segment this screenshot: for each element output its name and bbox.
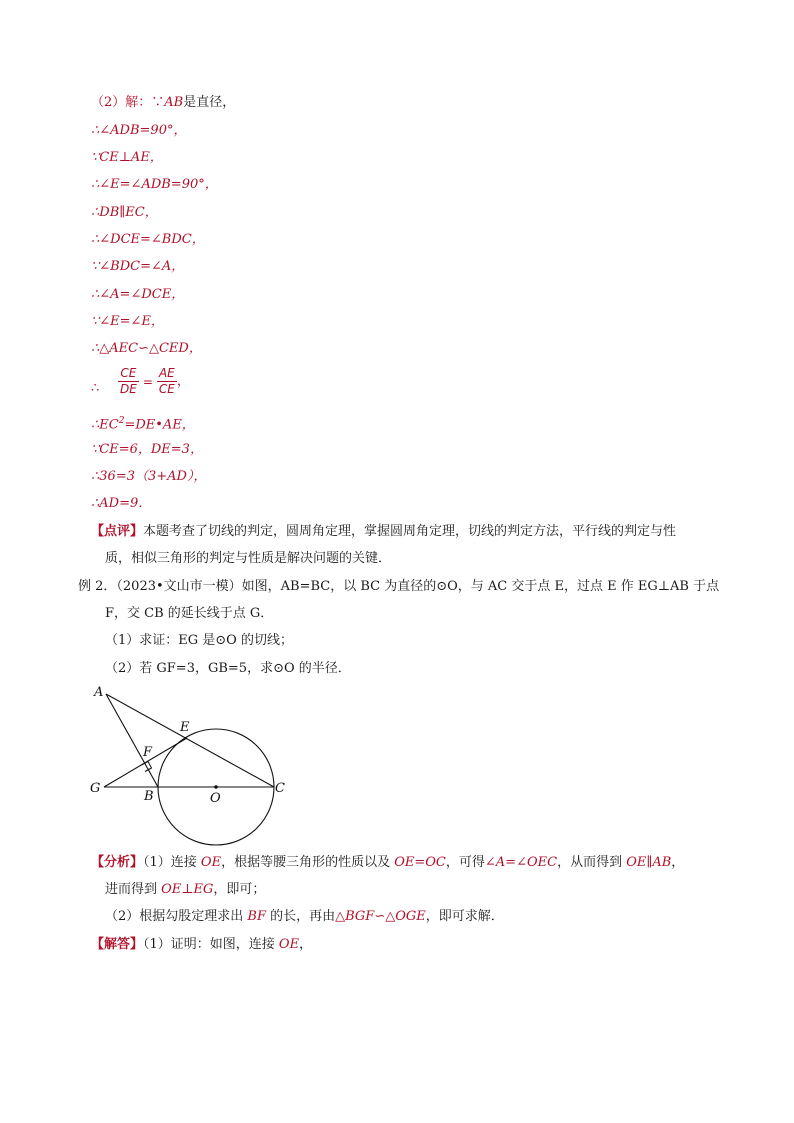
example2-question-2: （2）若 GF=3，GB=5，求⊙O 的半径． <box>105 661 351 676</box>
center-dot <box>214 785 218 789</box>
fraction-left: $\frac{CE}{DE}$ <box>120 366 137 396</box>
comment-label: 【点评】 <box>91 524 144 539</box>
solution-line-6: ∴∠DCE=∠BDC， <box>91 232 205 247</box>
example2-question-1: （1）求证：EG 是⊙O 的切线； <box>105 633 293 648</box>
answer-label: 【解答】 <box>91 937 144 952</box>
solution-line-1: （2）解：∵AB是直径， <box>91 95 236 110</box>
geometry-figure <box>86 682 296 876</box>
fraction-right: $\frac{AE}{CE}$ <box>158 366 175 396</box>
example2-line-2: F，交 CB 的延长线于点 G． <box>105 606 274 621</box>
solution-line-5: ∴DB∥EC， <box>91 205 158 220</box>
geometry-figure-svg <box>86 682 296 872</box>
example2-line-1: 例 2．（2023•文山市一模）如图，AB=BC，以 BC 为直径的⊙O，与 AC 交于点 E，过点 E 作 EG⊥AB 于点 <box>78 579 720 594</box>
solution-line-8: ∴∠A=∠DCE， <box>91 287 185 302</box>
label-o: O <box>210 791 221 806</box>
label-e: E <box>180 720 190 735</box>
solution-line-11: $\therefore EC^2=DE•AE$， <box>91 416 195 433</box>
answer-line-1: 【解答】（1）证明：如图，连接 OE， <box>91 937 313 952</box>
solution-line-13: ∴36=3（3+AD）， <box>91 469 207 484</box>
solution-line-10: ∴△AEC∽△CED， <box>91 341 202 356</box>
label-g: G <box>90 781 101 796</box>
solution-line-3: ∵CE⊥AE， <box>91 150 163 165</box>
analysis-line-1: 【分析】（1）连接 OE，根据等腰三角形的性质以及 OE=OC，可得∠A=∠OEC，从而得到 OE∥AB， <box>91 855 685 870</box>
analysis-label: 【分析】 <box>91 855 144 870</box>
solution-line-9: ∵∠E=∠E， <box>91 314 164 329</box>
fraction-equation: $\frac{CE}{DE}$ = $\frac{AE}{CE}$ ， <box>120 366 190 396</box>
solution-line-2: ∴∠ADB=90°， <box>91 123 187 138</box>
solution-line-14: ∴AD=9． <box>91 496 152 511</box>
label-a: A <box>94 685 104 700</box>
line-ac <box>106 694 274 787</box>
analysis-line-3: （2）根据勾股定理求出 BF 的长，再由△BGF∽△OGE，即可求解． <box>105 909 504 924</box>
label-b: B <box>144 789 154 804</box>
label-c: C <box>275 781 285 796</box>
fraction-therefore: ∴ <box>91 381 100 396</box>
comment-line-1: 【点评】本题考查了切线的判定，圆周角定理，掌握圆周角定理，切线的判定方法，平行线的判定与性 <box>91 524 677 539</box>
comment-line-2: 质，相似三角形的判定与性质是解决问题的关键． <box>105 551 392 566</box>
solution-line-4: ∴∠E=∠ADB=90°， <box>91 177 218 192</box>
label-f: F <box>143 745 153 760</box>
solution-line-12: ∵CE=6，DE=3， <box>91 442 203 457</box>
analysis-line-2: 进而得到 OE⊥EG，即可； <box>105 882 266 897</box>
solution-line-7: ∵∠BDC=∠A， <box>91 259 185 274</box>
